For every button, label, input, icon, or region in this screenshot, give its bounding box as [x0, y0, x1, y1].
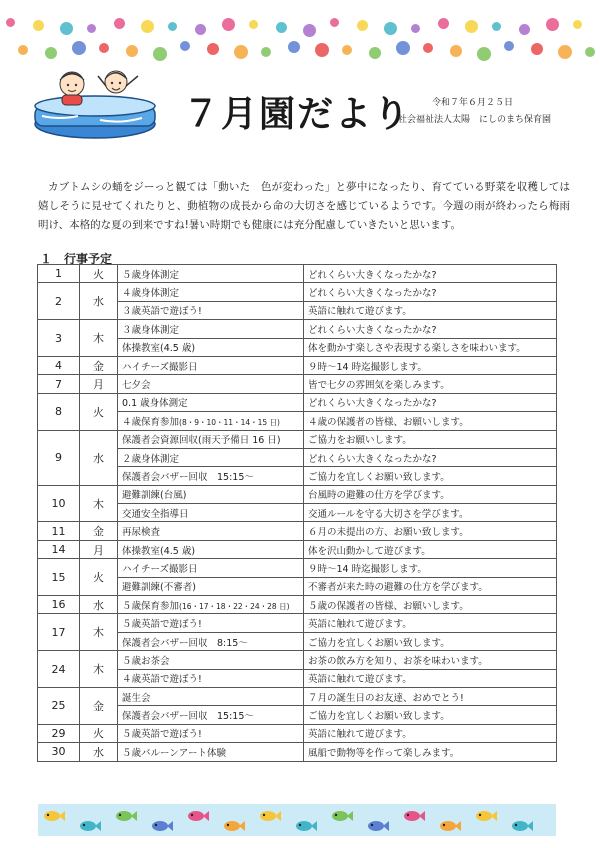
- schedule-note: ご協力をお願いします。: [304, 430, 557, 448]
- confetti-dot: [222, 18, 235, 31]
- schedule-day: 4: [38, 356, 80, 374]
- schedule-weekday: 水: [80, 743, 118, 761]
- confetti-dot: [303, 24, 316, 37]
- schedule-note: 英語に触れて遊びます。: [304, 724, 557, 742]
- confetti-dot: [276, 22, 287, 33]
- confetti-dot: [207, 43, 219, 55]
- schedule-row: [38, 651, 557, 669]
- schedule-weekday: 火: [80, 393, 118, 430]
- schedule-note: どれくらい大きくなったかな?: [304, 393, 557, 411]
- schedule-row: [38, 375, 557, 393]
- schedule-event: [118, 706, 304, 724]
- schedule-weekday: 木: [80, 651, 118, 688]
- schedule-event: [118, 412, 304, 430]
- schedule-weekday: 火: [80, 265, 118, 283]
- schedule-event: [118, 448, 304, 466]
- schedule-weekday: 月: [80, 375, 118, 393]
- schedule-note: 体を動かす楽しさや表現する楽しさを味わいます。: [304, 338, 557, 356]
- event-label: 交通安全指導日: [122, 508, 189, 520]
- schedule-note: ご協力を宜しくお願い致します。: [304, 467, 557, 485]
- schedule-event: [118, 724, 304, 742]
- confetti-dot: [546, 18, 559, 31]
- confetti-dot: [558, 45, 572, 59]
- confetti-dots: [0, 0, 600, 70]
- confetti-dot: [195, 24, 206, 35]
- confetti-dot: [60, 22, 73, 35]
- section-title: １ 行事予定: [40, 252, 113, 266]
- schedule-event: [118, 338, 304, 356]
- confetti-dot: [72, 41, 86, 55]
- schedule-day: 15: [38, 559, 80, 596]
- schedule-day: 30: [38, 743, 80, 761]
- confetti-dot: [33, 20, 44, 31]
- schedule-event: [118, 430, 304, 448]
- event-label: 避難訓練(不審者): [122, 582, 196, 594]
- confetti-dot: [519, 24, 530, 35]
- schedule-note: どれくらい大きくなったかな?: [304, 320, 557, 338]
- schedule-weekday: 金: [80, 356, 118, 374]
- fish-band-illustration: [38, 800, 556, 840]
- schedule-note: ご協力を宜しくお願い致します。: [304, 706, 557, 724]
- schedule-event: [118, 577, 304, 595]
- event-label: ３歳英語で遊ぼう!: [122, 306, 202, 318]
- schedule-weekday: 木: [80, 320, 118, 357]
- schedule-day: 1: [38, 265, 80, 283]
- schedule-note: ５歳の保護者の皆様、お願いします。: [304, 596, 557, 614]
- schedule-note: ９時～14 時迄撮影します。: [304, 356, 557, 374]
- schedule-day: 8: [38, 393, 80, 430]
- event-label: 保護者会バザー回収 15:15～: [122, 471, 254, 483]
- event-label: 体操教室(4.5 歳): [122, 343, 196, 355]
- event-label: ５歳バルーンアート体験: [122, 747, 227, 759]
- event-label: 誕生会: [122, 692, 151, 704]
- schedule-note: 英語に触れて遊びます。: [304, 301, 557, 319]
- event-label: ４歳身体測定: [122, 288, 180, 300]
- schedule-event: [118, 651, 304, 669]
- schedule-event: [118, 320, 304, 338]
- schedule-event: [118, 614, 304, 632]
- event-label: ５歳保育参加: [122, 600, 180, 612]
- schedule-note: どれくらい大きくなったかな?: [304, 448, 557, 466]
- schedule-table: [37, 264, 557, 762]
- confetti-dot: [330, 18, 339, 27]
- schedule-row: [38, 320, 557, 338]
- event-label: ４歳英語で遊ぼう!: [122, 674, 202, 686]
- confetti-dot: [438, 18, 449, 29]
- confetti-dot: [465, 20, 478, 33]
- schedule-day: 14: [38, 540, 80, 558]
- schedule-weekday: 金: [80, 522, 118, 540]
- schedule-event: [118, 504, 304, 522]
- confetti-dot: [573, 20, 582, 29]
- schedule-note: 不審者が来た時の避難の仕方を学びます。: [304, 577, 557, 595]
- schedule-event: [118, 669, 304, 687]
- schedule-weekday: 木: [80, 485, 118, 522]
- schedule-event: [118, 375, 304, 393]
- schedule-day: 25: [38, 687, 80, 724]
- event-label: ５歳お茶会: [122, 655, 170, 667]
- schedule-day: 2: [38, 283, 80, 320]
- confetti-dot: [369, 47, 381, 59]
- event-label: ３歳身体測定: [122, 324, 180, 336]
- confetti-dot: [357, 20, 368, 31]
- schedule-note: お茶の飲み方を知り、お茶を味わいます。: [304, 651, 557, 669]
- schedule-note: ご協力を宜しくお願い致します。: [304, 632, 557, 650]
- schedule-row: [38, 743, 557, 761]
- schedule-day: 10: [38, 485, 80, 522]
- schedule-row: [38, 283, 557, 301]
- schedule-note: 交通ルールを守る大切さを学びます。: [304, 504, 557, 522]
- intro-paragraph: カブトムシの蛹をジーっと観ては「動いた 色が変わった」と夢中になったり、育てている野菜を収穫しては嬉しそうに見せてくれたりと、動植物の成長から命の大切さを感じているようです。今週の雨が終わったら梅雨明け、本格的な夏の到来ですね!暑い時期でも健康には充分配慮していきたいと思います。: [38, 181, 570, 231]
- schedule-weekday: 火: [80, 559, 118, 596]
- event-label: ５歳英語で遊ぼう!: [122, 729, 202, 741]
- event-dates: (16・17・18・22・24・28 日): [179, 601, 290, 611]
- schedule-day: 29: [38, 724, 80, 742]
- schedule-event: [118, 301, 304, 319]
- confetti-dot: [87, 24, 96, 33]
- schedule-note: ７月の誕生日のお友達、おめでとう!: [304, 687, 557, 705]
- event-label: ５歳英語で遊ぼう!: [122, 619, 202, 631]
- schedule-note: 英語に触れて遊びます。: [304, 614, 557, 632]
- schedule-row: [38, 687, 557, 705]
- schedule-weekday: 木: [80, 614, 118, 651]
- schedule-event: [118, 632, 304, 650]
- confetti-dot: [180, 41, 190, 51]
- schedule-row: [38, 540, 557, 558]
- schedule-event: [118, 485, 304, 503]
- schedule-weekday: 金: [80, 687, 118, 724]
- schedule-note: ９時～14 時迄撮影します。: [304, 559, 557, 577]
- schedule-weekday: 水: [80, 596, 118, 614]
- schedule-row: [38, 724, 557, 742]
- schedule-day: 7: [38, 375, 80, 393]
- schedule-day: 11: [38, 522, 80, 540]
- schedule-row: [38, 265, 557, 283]
- event-label: ４歳保育参加: [122, 416, 180, 428]
- schedule-row: [38, 522, 557, 540]
- event-label: 保護者会バザー回収 15:15～: [122, 711, 254, 723]
- schedule-weekday: 水: [80, 283, 118, 320]
- schedule-event: [118, 522, 304, 540]
- schedule-note: ４歳の保護者の皆様、お願いします。: [304, 412, 557, 430]
- schedule-note: どれくらい大きくなったかな?: [304, 283, 557, 301]
- event-label: ５歳身体測定: [122, 269, 180, 281]
- confetti-dot: [342, 45, 352, 55]
- event-dates: (8・9・10・11・14・15 日): [179, 417, 280, 427]
- confetti-dot: [141, 20, 154, 33]
- schedule-row: [38, 393, 557, 411]
- confetti-dot: [249, 20, 258, 29]
- confetti-dot: [396, 41, 410, 55]
- schedule-row: [38, 356, 557, 374]
- event-label: ２歳身体測定: [122, 453, 180, 465]
- event-label: 0.1 歳身体測定: [122, 398, 188, 410]
- event-label: 保護者会資源回収(雨天予備日 16 日): [122, 435, 281, 447]
- schedule-row: [38, 596, 557, 614]
- schedule-note: 台風時の避難の仕方を学びます。: [304, 485, 557, 503]
- schedule-note: 体を沢山動かして遊びます。: [304, 540, 557, 558]
- confetti-dot: [6, 18, 15, 27]
- schedule-event: [118, 596, 304, 614]
- schedule-note: 皆で七夕の雰囲気を楽しみます。: [304, 375, 557, 393]
- schedule-event: [118, 356, 304, 374]
- confetti-dot: [411, 24, 420, 33]
- issue-date: 令和７年６月２５日: [432, 98, 514, 108]
- kids-in-pool-illustration: [30, 62, 160, 142]
- schedule-event: [118, 743, 304, 761]
- confetti-dot: [450, 45, 462, 57]
- schedule-day: 24: [38, 651, 80, 688]
- schedule-note: ６月の未提出の方、お願い致します。: [304, 522, 557, 540]
- confetti-dot: [492, 22, 501, 31]
- schedule-note: どれくらい大きくなったかな?: [304, 265, 557, 283]
- event-label: 保護者会バザー回収 8:15～: [122, 637, 248, 649]
- schedule-day: 3: [38, 320, 80, 357]
- confetti-dot: [261, 47, 271, 57]
- schedule-event: [118, 467, 304, 485]
- confetti-dot: [114, 18, 125, 29]
- schedule-event: [118, 393, 304, 411]
- schedule-weekday: 月: [80, 540, 118, 558]
- schedule-row: [38, 614, 557, 632]
- schedule-event: [118, 283, 304, 301]
- schedule-row: [38, 559, 557, 577]
- schedule-day: 16: [38, 596, 80, 614]
- schedule-event: [118, 687, 304, 705]
- event-label: ハイチーズ撮影日: [122, 361, 198, 373]
- schedule-event: [118, 540, 304, 558]
- schedule-note: 英語に触れて遊びます。: [304, 669, 557, 687]
- schedule-day: 17: [38, 614, 80, 651]
- confetti-dot: [234, 45, 248, 59]
- schedule-weekday: 水: [80, 430, 118, 485]
- confetti-dot: [531, 43, 543, 55]
- schedule-weekday: 火: [80, 724, 118, 742]
- confetti-dot: [126, 45, 138, 57]
- event-label: 再尿検査: [122, 527, 161, 539]
- schedule-day: 9: [38, 430, 80, 485]
- confetti-dot: [168, 22, 177, 31]
- schedule-row: [38, 485, 557, 503]
- event-label: 体操教室(4.5 歳): [122, 545, 196, 557]
- confetti-dot: [153, 47, 167, 61]
- confetti-dot: [288, 41, 300, 53]
- event-label: ハイチーズ撮影日: [122, 563, 198, 575]
- confetti-dot: [585, 47, 595, 57]
- confetti-dot: [423, 43, 433, 53]
- organization-name: 社会福祉法人太陽 にしのまち保育園: [398, 115, 552, 125]
- schedule-row: [38, 430, 557, 448]
- schedule-note: 風船で動物等を作って楽しみます。: [304, 743, 557, 761]
- schedule-event: [118, 265, 304, 283]
- confetti-dot: [99, 43, 109, 53]
- confetti-dot: [45, 47, 57, 59]
- event-label: 七夕会: [122, 380, 151, 392]
- page-title: ７月園だより: [183, 94, 412, 135]
- confetti-dot: [477, 47, 491, 61]
- event-label: 避難訓練(台風): [122, 490, 187, 502]
- confetti-dot: [315, 43, 329, 57]
- schedule-event: [118, 559, 304, 577]
- confetti-dot: [504, 41, 514, 51]
- confetti-dot: [384, 22, 397, 35]
- confetti-dot: [18, 45, 28, 55]
